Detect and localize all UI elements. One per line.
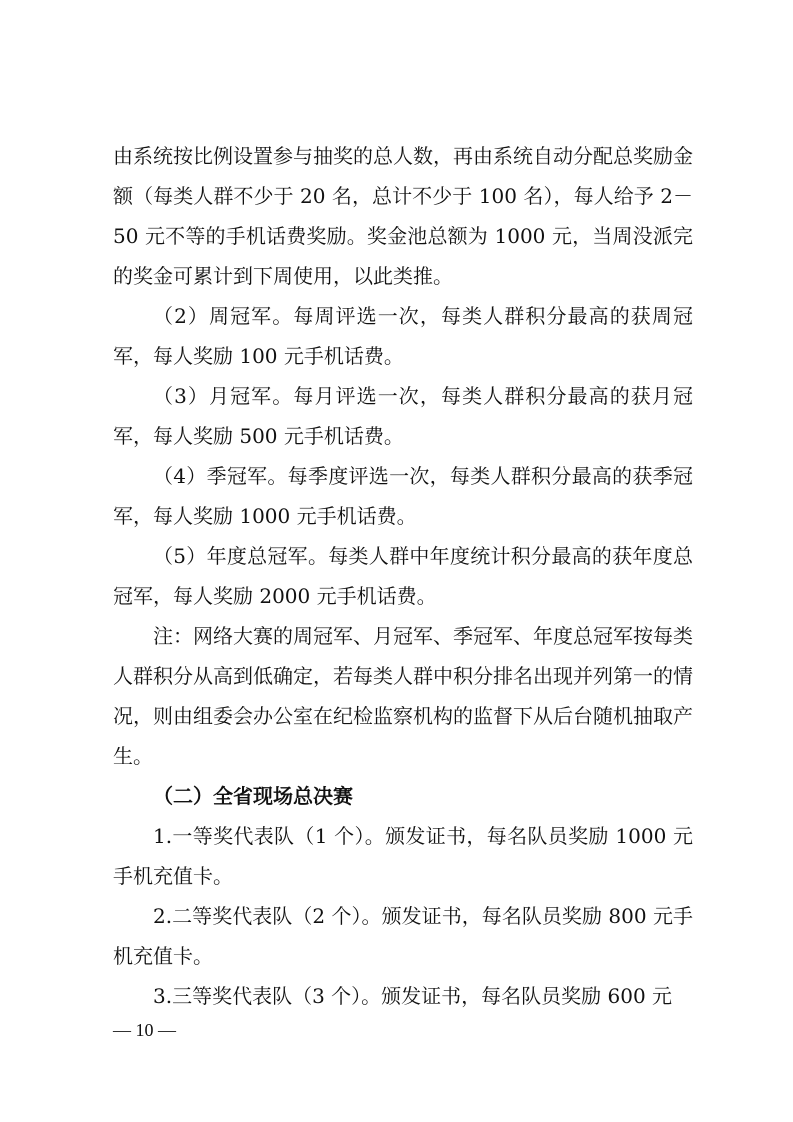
document-body — [113, 136, 693, 1016]
paragraph-lottery-rules: 由系统按比例设置参与抽奖的总人数，再由系统自动分配总奖励金额（每类人群不少于 20 名，总计不少于 100 名），每人给予 2－50 元不等的手机话费奖励。奖金池总额为 1000 元，当周没派完的奖金可累计到下周使用，以此类推。 — [113, 144, 693, 288]
paragraph-third-prize: 3.三等奖代表队（3 个）。颁发证书，每名队员奖励 600 元 — [153, 984, 673, 1008]
paragraph-first-prize: 1.一等奖代表队（1 个）。颁发证书，每名队员奖励 1000 元手机充值卡。 — [113, 824, 693, 888]
paragraph-annual-champion: （5）年度总冠军。每类人群中年度统计积分最高的获年度总冠军，每人奖励 2000 元手机话费。 — [113, 544, 693, 608]
paragraph-second-prize: 2.二等奖代表队（2 个）。颁发证书，每名队员奖励 800 元手机充值卡。 — [113, 904, 693, 968]
paragraph-note: 注：网络大赛的周冠军、月冠军、季冠军、年度总冠军按每类人群积分从高到低确定，若每类人群中积分排名出现并列第一的情况，则由组委会办公室在纪检监察机构的监督下从后台随机抽取产生。 — [113, 624, 693, 768]
paragraph-quarterly-champion: （4）季冠军。每季度评选一次，每类人群积分最高的获季冠军，每人奖励 1000 元手机话费。 — [113, 464, 693, 528]
page-number: — 10 — — [113, 1020, 176, 1040]
paragraph-weekly-champion: （2）周冠军。每周评选一次，每类人群积分最高的获周冠军，每人奖励 100 元手机话费。 — [113, 304, 693, 368]
paragraph-monthly-champion: （3）月冠军。每月评选一次，每类人群积分最高的获月冠军，每人奖励 500 元手机话费。 — [113, 384, 693, 448]
section-heading-final: （二）全省现场总决赛 — [153, 784, 353, 808]
